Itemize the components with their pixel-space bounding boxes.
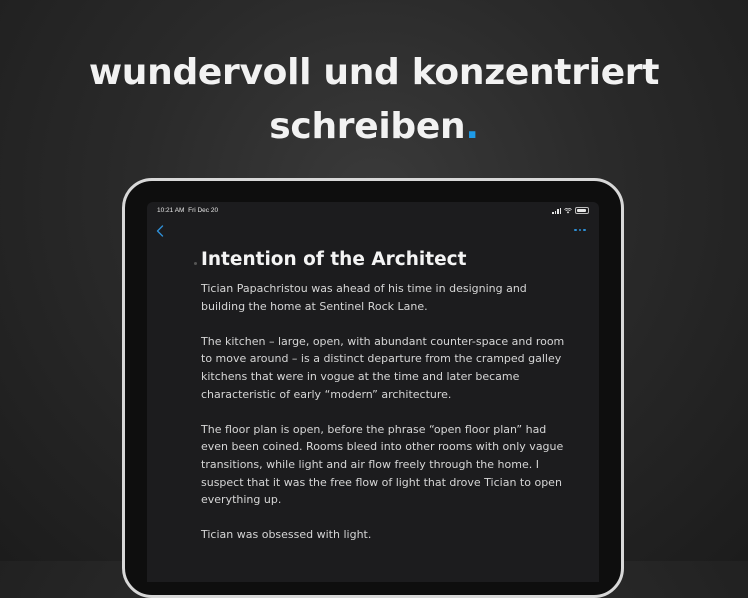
status-icons [552,207,589,214]
more-options-button[interactable] [571,224,589,236]
status-date: Fri Dec 20 [188,207,219,214]
document-title[interactable]: Intention of the Architect [201,249,467,270]
status-bar [157,206,589,218]
document-paragraph[interactable]: Tician Papachristou was ahead of his time in designing and building the home at Sentinel Rock Lane. [201,282,527,313]
accent-dot: . [465,106,479,147]
cellular-signal-icon [552,208,561,214]
battery-icon [575,207,589,214]
status-time-value: 10:21 AM [157,207,185,214]
document-paragraph[interactable]: The kitchen – large, open, with abundant counter-space and room to move around – is a distinct departure from the cramped galley kitchens that were in vogue at the time and later became characteristic of early “modern” architecture. [201,334,565,401]
document-paragraph[interactable]: Tician was obsessed with light. [201,528,372,542]
headline-line-2 [0,100,748,154]
wifi-icon [564,208,572,214]
status-time [157,207,218,214]
headline-word: schreiben [269,106,466,147]
ellipsis-icon [574,229,576,231]
marketing-headline [0,46,748,154]
editor-caret-marker [194,262,197,265]
headline-line-1: wundervoll und konzentriert [88,52,660,93]
chevron-left-icon [156,225,164,237]
document-body[interactable] [201,280,573,562]
tablet-screen [147,202,599,582]
back-button[interactable] [153,224,167,238]
document-paragraph[interactable]: The floor plan is open, before the phrase “open floor plan” had even been coined. Rooms bleed into other rooms with only vague transitions, while light and air flow freely through the home. I suspect that it was the free flow of light that drove Tician to open everything up. [201,422,564,507]
